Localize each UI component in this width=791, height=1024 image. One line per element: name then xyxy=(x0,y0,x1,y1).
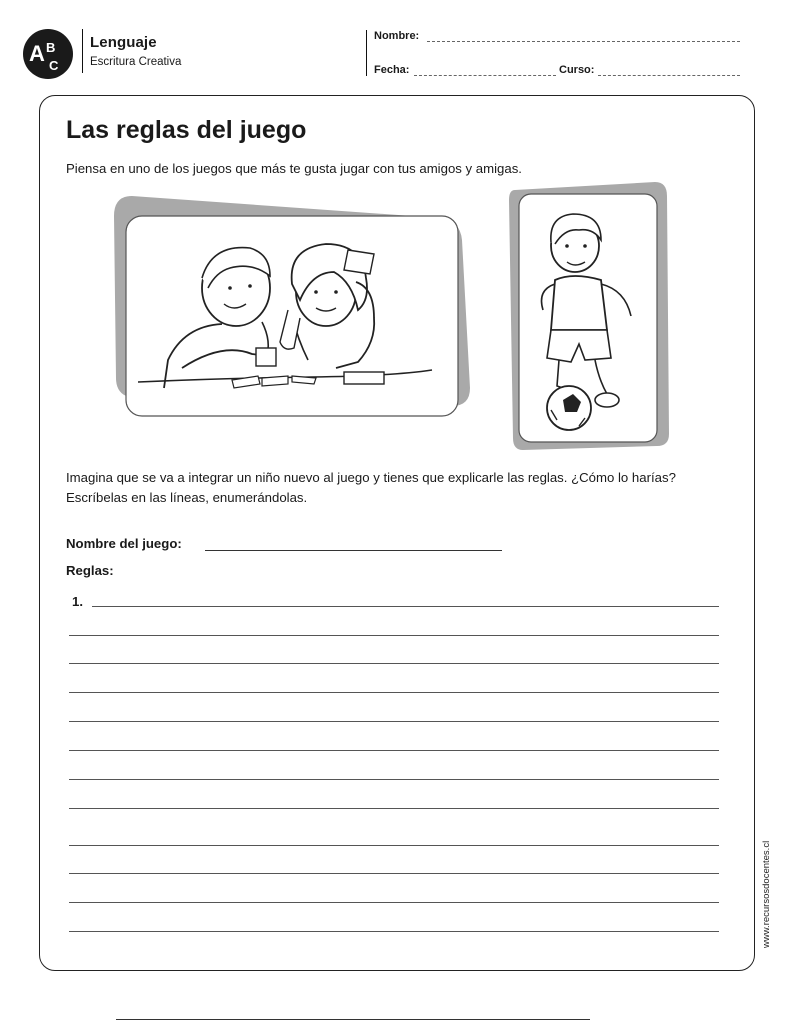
illustration-boy-soccer xyxy=(507,180,671,452)
footer-divider xyxy=(116,1019,590,1020)
logo-letter-c: C xyxy=(49,58,59,73)
game-name-field[interactable] xyxy=(205,550,502,551)
site-watermark: www.recursosdocentes.cl xyxy=(761,840,772,948)
rule-line[interactable] xyxy=(69,779,719,780)
rules-label: Reglas: xyxy=(66,563,114,578)
rule-line[interactable] xyxy=(69,931,719,932)
subject-title: Lenguaje xyxy=(90,34,157,51)
logo-letter-b: B xyxy=(46,40,56,55)
course-field[interactable] xyxy=(598,75,740,76)
course-label: Curso: xyxy=(559,64,595,76)
meta-divider xyxy=(366,30,367,76)
rule-line[interactable] xyxy=(69,845,719,846)
rule-line[interactable] xyxy=(69,721,719,722)
intro-text: Piensa en uno de los juegos que más te gusta jugar con tus amigos y amigas. xyxy=(66,161,522,176)
date-label: Fecha: xyxy=(374,64,410,76)
rule-line[interactable] xyxy=(69,750,719,751)
logo-letter-a: A xyxy=(29,41,45,66)
rule-line[interactable] xyxy=(92,606,719,607)
rule-number-1: 1. xyxy=(72,594,83,609)
name-label: Nombre: xyxy=(374,30,420,42)
date-field[interactable] xyxy=(414,75,556,76)
instructions-text: Imagina que se va a integrar un niño nuevo al juego y tienes que explicarle las reglas. ¿Cómo lo harías? Escríbelas en las líneas, enumerándolas. xyxy=(66,470,676,505)
header-divider xyxy=(82,29,83,73)
rule-line[interactable] xyxy=(69,873,719,874)
rule-line[interactable] xyxy=(69,902,719,903)
game-name-label: Nombre del juego: xyxy=(66,536,182,551)
rule-line[interactable] xyxy=(69,692,719,693)
worksheet-title: Las reglas del juego xyxy=(66,116,307,144)
rule-line[interactable] xyxy=(69,635,719,636)
rule-line[interactable] xyxy=(69,663,719,664)
subject-area: Escritura Creativa xyxy=(90,56,182,68)
rule-line[interactable] xyxy=(69,808,719,809)
abc-logo xyxy=(22,28,74,80)
name-field[interactable] xyxy=(427,41,740,42)
illustration-children-cards xyxy=(112,192,474,432)
